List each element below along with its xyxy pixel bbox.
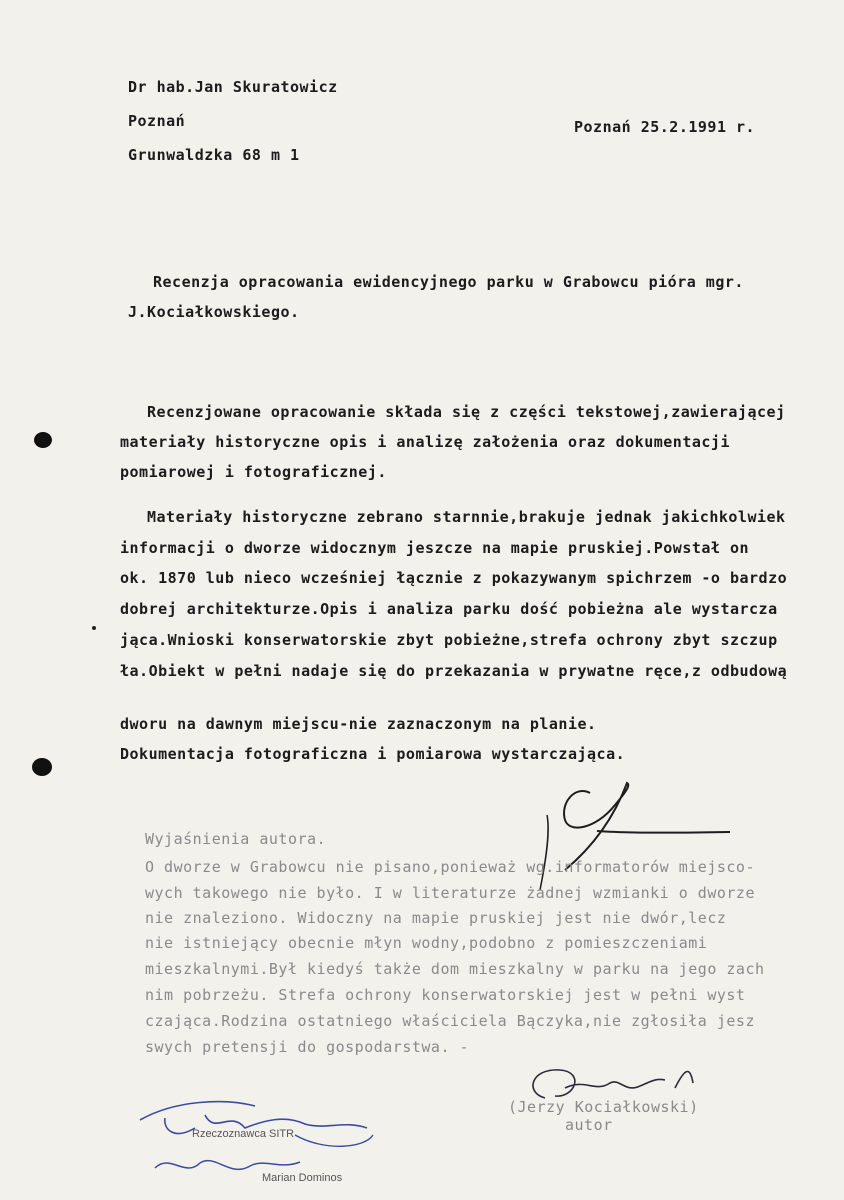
expert-stamp: Rzeczoznawca SITR: [192, 1128, 295, 1140]
explanation-line: O dworze w Grabowcu nie pisano,ponieważ wg.informatorów miejsco-: [145, 858, 755, 876]
explanation-heading: Wyjaśnienia autora.: [145, 830, 327, 848]
explanation-line: nim pobrzeżu. Strefa ochrony konserwatorskiej jest w pełni wyst: [145, 986, 746, 1004]
place-date: Poznań 25.2.1991 r.: [574, 118, 756, 136]
review-line: informacji o dworze widocznym jeszcze na mapie pruskiej.Powstał on: [120, 539, 750, 557]
explanation-line: nie znaleziono. Widoczny na mapie pruskiej jest nie dwór,lecz: [145, 909, 727, 927]
review-line: ok. 1870 lub nieco wcześniej łącznie z pokazywanym spichrzem -o bardzo: [120, 569, 788, 587]
review-line: Recenzjowane opracowanie składa się z części tekstowej,zawierającej: [147, 403, 786, 421]
review-line: dobrej architekturze.Opis i analiza parku dość pobieżna ale wystarcza: [120, 600, 778, 618]
ink-dot: [92, 626, 96, 630]
review-line: jąca.Wnioski konserwatorskie zbyt pobieżne,strefa ochrony zbyt szczup: [120, 631, 778, 649]
punch-hole: [32, 758, 52, 776]
review-line: dworu na dawnym miejscu-nie zaznaczonym na planie.: [120, 715, 597, 733]
verifier-stamp: Marian Dominos: [262, 1172, 343, 1184]
punch-hole: [34, 432, 52, 448]
review-line: Materiały historyczne zebrano starnnie,brakuje jednak jakichkolwiek: [147, 508, 786, 526]
sender-city: Poznań: [128, 112, 186, 130]
review-line: ła.Obiekt w pełni nadaje się do przekazania w prywatne ręce,z odbudową: [120, 662, 788, 680]
author-role: autor: [565, 1116, 613, 1134]
review-line: Dokumentacja fotograficzna i pomiarowa wystarczająca.: [120, 745, 626, 763]
explanation-line: czająca.Rodzina ostatniego właściciela Bączyka,nie zgłosiła jesz: [145, 1012, 755, 1030]
review-line: materiały historyczne opis i analizę założenia oraz dokumentacji: [120, 433, 730, 451]
subject-line-2: J.Kociałkowskiego.: [128, 303, 300, 321]
sender-name: Dr hab.Jan Skuratowicz: [128, 78, 338, 96]
explanation-line: nie istniejący obecnie młyn wodny,podobno z pomieszczeniami: [145, 934, 708, 952]
explanation-line: mieszkalnymi.Był kiedyś także dom mieszkalny w parku na jego zach: [145, 960, 765, 978]
explanation-line: wych takowego nie było. I w literaturze żadnej wzmianki o dworze: [145, 884, 755, 902]
reviewer-signature: [535, 775, 735, 895]
explanation-line: swych pretensji do gospodarstwa. -: [145, 1038, 470, 1056]
subject-line-1: Recenzja opracowania ewidencyjnego parku w Grabowcu pióra mgr.: [153, 273, 744, 291]
sender-street: Grunwaldzka 68 m 1: [128, 146, 300, 164]
review-line: pomiarowej i fotograficznej.: [120, 463, 387, 481]
author-name: (Jerzy Kociałkowski): [508, 1098, 699, 1116]
